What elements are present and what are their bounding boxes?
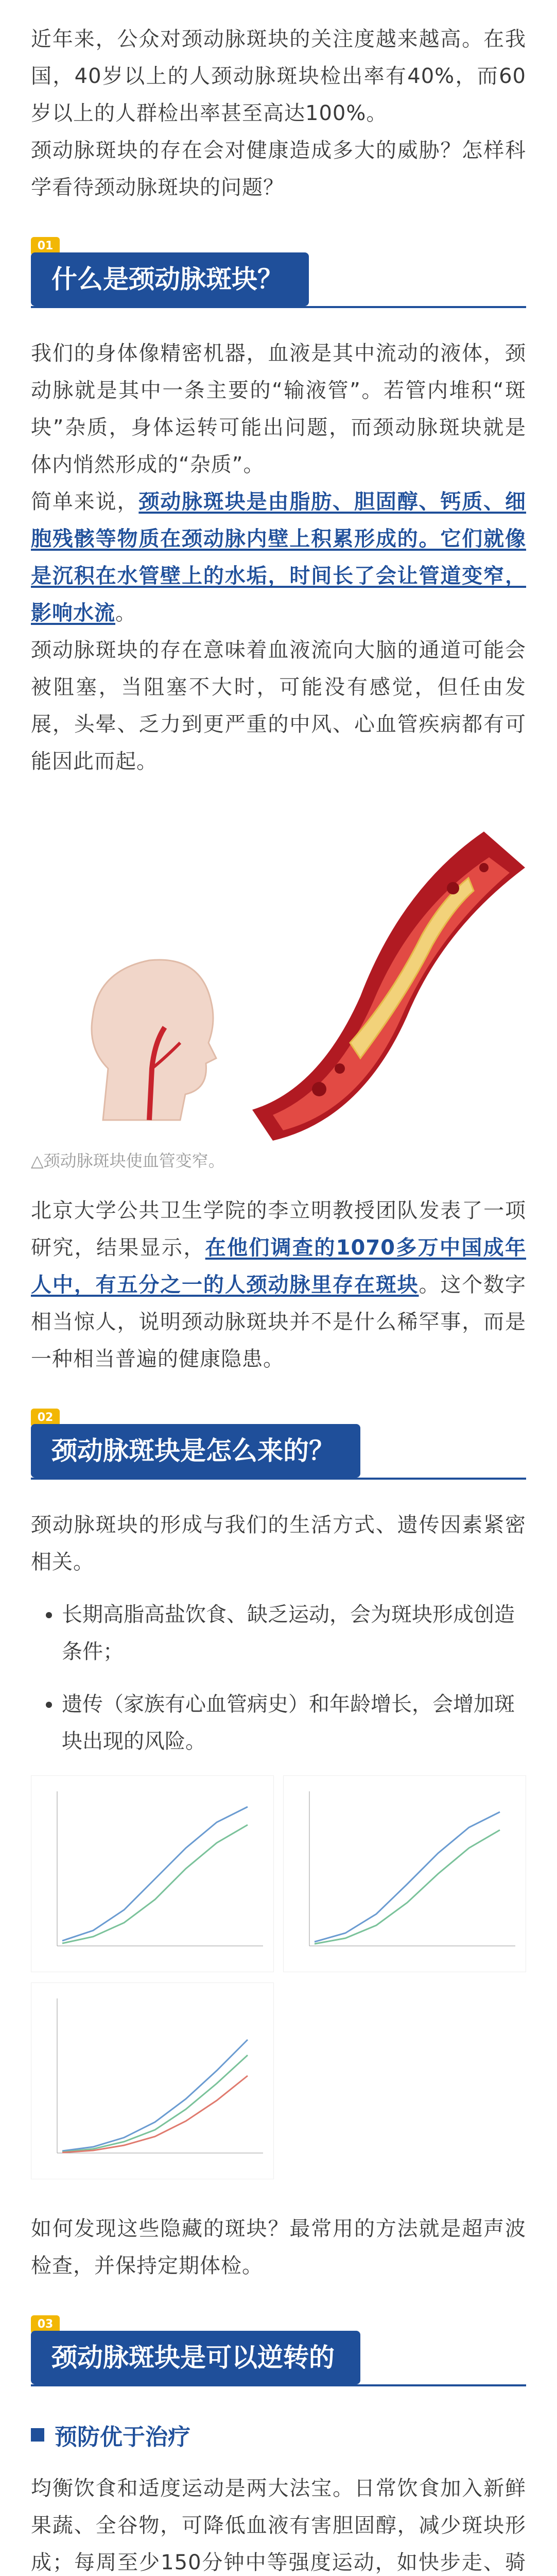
section-divider xyxy=(31,306,526,308)
section-divider xyxy=(31,1478,526,1480)
risk-factor-list xyxy=(31,1596,526,1760)
sec1-p2-highlight: 颈动脉斑块是由脂肪、胆固醇、钙质、细胞残骸等物质在颈动脉内壁上积累形成的。它们就像是沉积在水管壁上的水垢，时间长了会让管道变窄，影响水流 xyxy=(31,490,527,625)
subsection-title: 预防优于治疗 xyxy=(55,2424,190,2450)
section-3-number: 03 xyxy=(31,2315,60,2334)
sec1-p4-end: 。这个数字相当惊人，说明颈动脉斑块并不是什么稀罕事，而是一种相当普遍的健康隐患。 xyxy=(31,1273,527,1371)
study-charts-figure xyxy=(31,1775,526,2190)
intro-paragraph-1: 近年来，公众对颈动脉斑块的关注度越来越高。在我国，40岁以上的人颈动脉斑块检出率有40%，而60岁以上的人群检出率甚至高达100%。 xyxy=(31,27,526,125)
section-divider xyxy=(31,2384,526,2386)
chart-panel-c xyxy=(31,1982,274,2179)
sec2-paragraph-1: 颈动脉斑块的形成与我们的生活方式、遗传因素紧密相关。 xyxy=(31,1513,526,1574)
section-2-number: 02 xyxy=(31,1409,60,1427)
section-1-number: 01 xyxy=(31,237,60,256)
sec1-p4-highlight: 在他们调查的1070多万中国成年人中，有五分之一的人颈动脉里存在斑块 xyxy=(31,1236,527,1297)
list-item: • 长期高脂高盐饮食、缺乏运动，会为斑块形成创造条件； xyxy=(62,1596,526,1670)
sec3-paragraph-1: 均衡饮食和适度运动是两大法宝。日常饮食加入新鲜果蔬、全谷物，可降低血液有害胆固醇，减少斑块形成；每周至少150分钟中等强度运动，如快步走、骑 xyxy=(31,2477,526,2574)
illustration-caption: △颈动脉斑块使血管变窄。 xyxy=(31,1151,225,1171)
sec1-paragraph-2 xyxy=(31,483,526,632)
section-3-header xyxy=(31,2315,526,2393)
subsection-prevention xyxy=(31,2418,526,2451)
sec1-p2-end: 。 xyxy=(115,601,136,625)
artery-illustration xyxy=(31,801,526,1141)
sec1-p2-lead: 简单来说， xyxy=(31,490,139,514)
chart-panel-b xyxy=(283,1775,526,1972)
square-bullet-icon xyxy=(31,2428,44,2442)
list-item: • 遗传（家族有心血管病史）和年龄增长，会增加斑块出现的风险。 xyxy=(62,1686,526,1760)
section-2-header xyxy=(31,1409,526,1486)
section-3-title: 颈动脉斑块是可以逆转的 xyxy=(31,2331,360,2384)
sec1-p4-lead: 北京大学公共卫生学院的李立明教授团队发表了一项研究，结果显示， xyxy=(31,1199,526,1260)
sec2-paragraph-2: 如何发现这些隐藏的斑块？最常用的方法就是超声波检查，并保持定期体检。 xyxy=(31,2217,526,2278)
sec1-paragraph-3: 颈动脉斑块的存在意味着血液流向大脑的通道可能会被阻塞，当阻塞不大时，可能没有感觉，但任由发展，头晕、乏力到更严重的中风、心血管疾病都有可能因此而起。 xyxy=(31,638,526,773)
sec1-paragraph-1: 我们的身体像精密机器，血液是其中流动的液体，颈动脉就是其中一条主要的“输液管”。若管内堆积“斑块”杂质，身体运转可能出问题，而颈动脉斑块就是体内悄然形成的“杂质”。 xyxy=(31,342,526,477)
intro-paragraph-2: 颈动脉斑块的存在会对健康造成多大的威胁？怎样科学看待颈动脉斑块的问题？ xyxy=(31,139,526,199)
section-1-header xyxy=(31,237,526,314)
section-1-title: 什么是颈动脉斑块？ xyxy=(31,252,309,306)
chart-panel-a xyxy=(31,1775,274,1972)
section-2-title: 颈动脉斑块是怎么来的？ xyxy=(31,1424,360,1478)
sec1-paragraph-4 xyxy=(31,1192,526,1378)
